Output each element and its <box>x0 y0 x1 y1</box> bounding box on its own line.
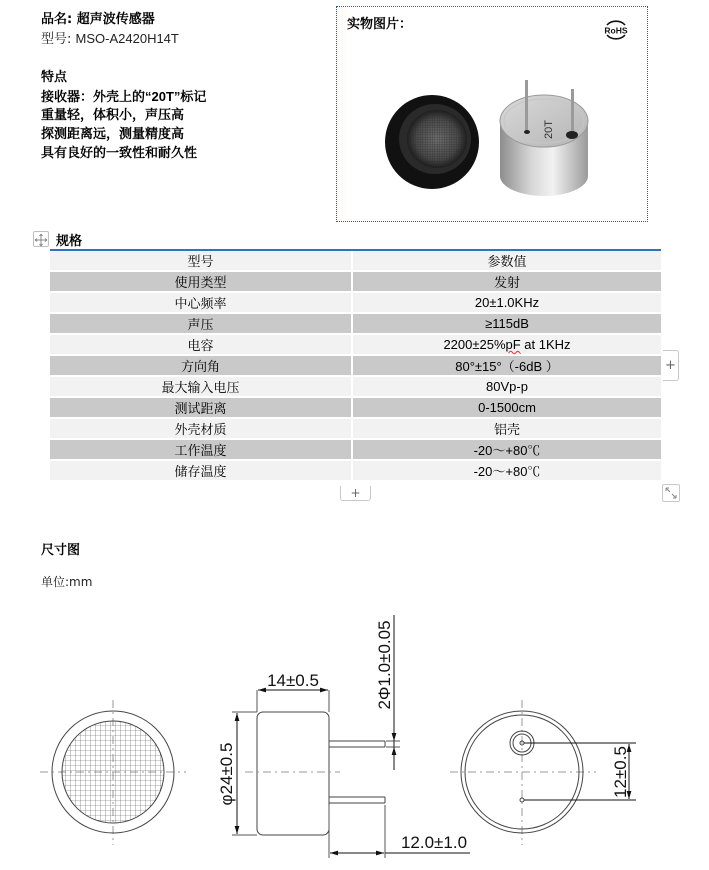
value-cell[interactable]: 铝壳 <box>353 419 661 440</box>
param-cell[interactable]: 声压 <box>50 314 353 335</box>
table-row <box>50 356 661 377</box>
side-view <box>232 615 470 858</box>
header-value[interactable]: 参数值 <box>353 251 661 272</box>
param-cell[interactable]: 使用类型 <box>50 272 353 293</box>
param-cell[interactable]: 外壳材质 <box>50 419 353 440</box>
dimension-drawing <box>0 600 709 870</box>
front-view <box>40 700 186 845</box>
param-cell[interactable]: 最大输入电压 <box>50 377 353 398</box>
add-row-button[interactable]: + <box>340 486 371 501</box>
rohs-icon <box>602 19 630 41</box>
table-header-row <box>50 251 661 272</box>
feature-item: 具有良好的一致性和耐久性 <box>41 146 198 161</box>
product-model: 型号: MSO-A2420H14T <box>41 31 179 47</box>
value-cell[interactable]: 80Vp-p <box>353 377 661 398</box>
value-cell[interactable]: ≥115dB <box>353 314 661 335</box>
specs-table <box>50 249 661 482</box>
move-icon <box>34 233 48 247</box>
feature-item: 接收器：外壳上的“20T”标记 <box>41 89 207 105</box>
param-cell[interactable]: 工作温度 <box>50 440 353 461</box>
product-name: 品名: 超声波传感器 <box>41 12 155 27</box>
value-cell[interactable]: -20～+80℃ <box>353 440 661 461</box>
table-row <box>50 314 661 335</box>
table-row <box>50 377 661 398</box>
feature-item: 重量轻，体积小，声压高 <box>41 108 185 123</box>
product-photo <box>377 77 617 207</box>
table-row <box>50 461 661 482</box>
product-intro <box>41 10 321 163</box>
value-cell[interactable]: 发射 <box>353 272 661 293</box>
table-resize-button[interactable] <box>662 484 680 502</box>
add-column-button[interactable]: + <box>663 350 679 381</box>
table-row <box>50 272 661 293</box>
product-photo-box[interactable] <box>336 6 648 222</box>
table-row <box>50 398 661 419</box>
value-cell[interactable]: 80°±15°（-6dB ） <box>353 356 661 377</box>
table-row <box>50 335 661 356</box>
param-cell[interactable]: 中心频率 <box>50 293 353 314</box>
header-param[interactable]: 型号 <box>50 251 353 272</box>
specs-title: 规格 <box>56 234 83 249</box>
param-cell[interactable]: 方向角 <box>50 356 353 377</box>
svg-text:20T: 20T <box>543 120 555 139</box>
param-cell[interactable]: 电容 <box>50 335 353 356</box>
feature-item: 探测距离远，测量精度高 <box>41 127 185 142</box>
height-dimension: 14±0.5 <box>267 671 319 690</box>
spellcheck-mark: pF <box>505 337 521 352</box>
table-row <box>50 419 661 440</box>
pin-length-dimension: 12.0±1.0 <box>400 833 468 852</box>
unit-label: 单位:mm <box>41 575 93 589</box>
features-title: 特点 <box>41 70 68 85</box>
svg-text:RoHS: RoHS <box>604 25 628 36</box>
back-view <box>450 700 636 845</box>
value-cell[interactable]: -20～+80℃ <box>353 461 661 482</box>
diameter-dimension: φ24±0.5 <box>217 742 236 806</box>
resize-icon <box>663 485 679 501</box>
table-row <box>50 293 661 314</box>
value-cell[interactable]: 2200±25%pF at 1KHz <box>353 335 661 356</box>
table-row <box>50 440 661 461</box>
pin-diameter-dimension: 2Φ1.0±0.05 <box>375 620 394 710</box>
table-move-handle[interactable] <box>33 231 49 247</box>
dimensions-title: 尺寸图 <box>41 543 81 558</box>
param-cell[interactable]: 储存温度 <box>50 461 353 482</box>
value-cell[interactable]: 20±1.0KHz <box>353 293 661 314</box>
photo-title: 实物图片： <box>347 17 413 32</box>
param-cell[interactable]: 测试距离 <box>50 398 353 419</box>
pin-spacing-dimension: 12±0.5 <box>611 746 630 798</box>
value-cell[interactable]: 0-1500cm <box>353 398 661 419</box>
